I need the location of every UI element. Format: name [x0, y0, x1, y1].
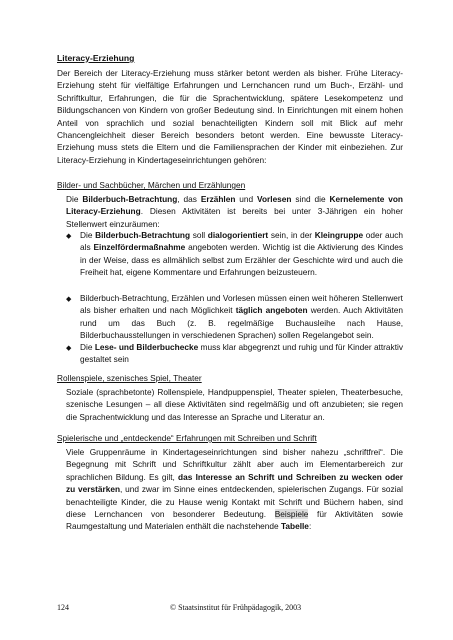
diamond-bullet-icon: ◆ [66, 296, 72, 303]
section-heading: Literacy-Erziehung [57, 53, 135, 63]
bullet-item-dialog: Die Bilderbuch-Betrachtung soll dialogorientiert sein, in der Kleingruppe oder auch als Einzelfördermaßnahme angeboten werden. Wichtig ist die Aktivierung des Kindes in der Weise, dass es allmählich selbst zum Erzähler der Geschichte wird und auch die Freiheit hat, eigene Kommentare und Erfahrungen beizusteuern. [80, 230, 403, 278]
bullet-item-daily: Bilderbuch-Betrachtung, Erzählen und Vorlesen müssen einen weit höheren Stellenwert als bisher erhalten und nach Möglichkeit täglich angeboten werden. Auch Aktivitäten rund um das Buch (z. B. regelmäßige Buchausleihe nach Hause, Bilderbuchausstellungen in verschiedenen Sprachen) sollen Regelangebot sein. [80, 293, 403, 341]
bullet-item-reading-corner: Die Lese- und Bilderbuchecke muss klar abgegrenzt und ruhig und für Kinder attraktiv gestaltet sein [80, 342, 403, 365]
role-play-paragraph: Soziale (sprachbetonte) Rollenspiele, Handpuppenspiel, Theater spielen, Theaterbesuche, szenische Lesungen – all diese Aktivitäten sind regelmäßig und oft anzubieten; sie regen die Sprachentwicklung und das Interesse an Sprache und Literatur an. [66, 387, 403, 422]
writing-paragraph: Viele Gruppenräume in Kindertageseinrichtungen sind bisher nahezu „schriftfrei“. Die Begegnung mit Schrift und Schriftkultur zählt aber auch im Elementarbereich zur sprachlichen Bildung. Es gilt, das Interesse an Schrift und Schreiben zu wecken oder zu verstärken, und zwar im Sinne eines entdeckenden, spielerischen Zugangs. Für sozial benachteiligte Kinder, die zu Hause wenig Kontakt mit Schrift und Büchern haben, sind diese Lernchancen von besonderer Bedeutung. Beispiele für Aktivitäten sowie Raumgestaltung und Materialen enthält die nachstehende Tabelle: [66, 447, 403, 532]
picture-books-paragraph: Die Bilderbuch-Betrachtung, das Erzählen und Vorlesen sind die Kernelemente von Literacy-Erziehung. Diesen Aktivitäten ist bereits bei unter 3-Jährigen ein hoher Stellenwert einzuräumen: [66, 194, 403, 229]
footer-copyright: © Staatsinstitut für Frühpädagogik, 2003 [170, 603, 302, 612]
subheading-role-play: Rollenspiele, szenisches Spiel, Theater [57, 373, 202, 383]
subheading-writing: Spielerische und „entdeckende“ Erfahrungen mit Schreiben und Schrift [57, 433, 317, 443]
subheading-picture-books: Bilder- und Sachbücher, Märchen und Erzählungen [57, 180, 246, 190]
diamond-bullet-icon: ◆ [66, 345, 72, 352]
intro-paragraph: Der Bereich der Literacy-Erziehung muss stärker betont werden als bisher. Frühe Literacy-Erziehung steht für vielfältige Erfahrungen und Lernchancen rund um Buch-, Erzähl- und Schriftkultur, Erfahrungen, die für die Sprachentwicklung, spätere Lesekompetenz und Bildungschancen von Kindern von großer Bedeutung sind. In Einrichtungen mit einem hohen Anteil von sprachlich und sozial benachteiligten Kindern soll mit Blick auf mehr Chancengleichheit dieser Bereich besonders betont werden. Eine bewusste Literacy-Erziehung muss stets die Eltern und die Familiensprachen der Kinder mit einbeziehen. Zur Literacy-Erziehung in Kindertageseinrichtungen gehören: [57, 68, 403, 165]
page-number: 124 [57, 603, 69, 612]
diamond-bullet-icon: ◆ [66, 233, 72, 240]
